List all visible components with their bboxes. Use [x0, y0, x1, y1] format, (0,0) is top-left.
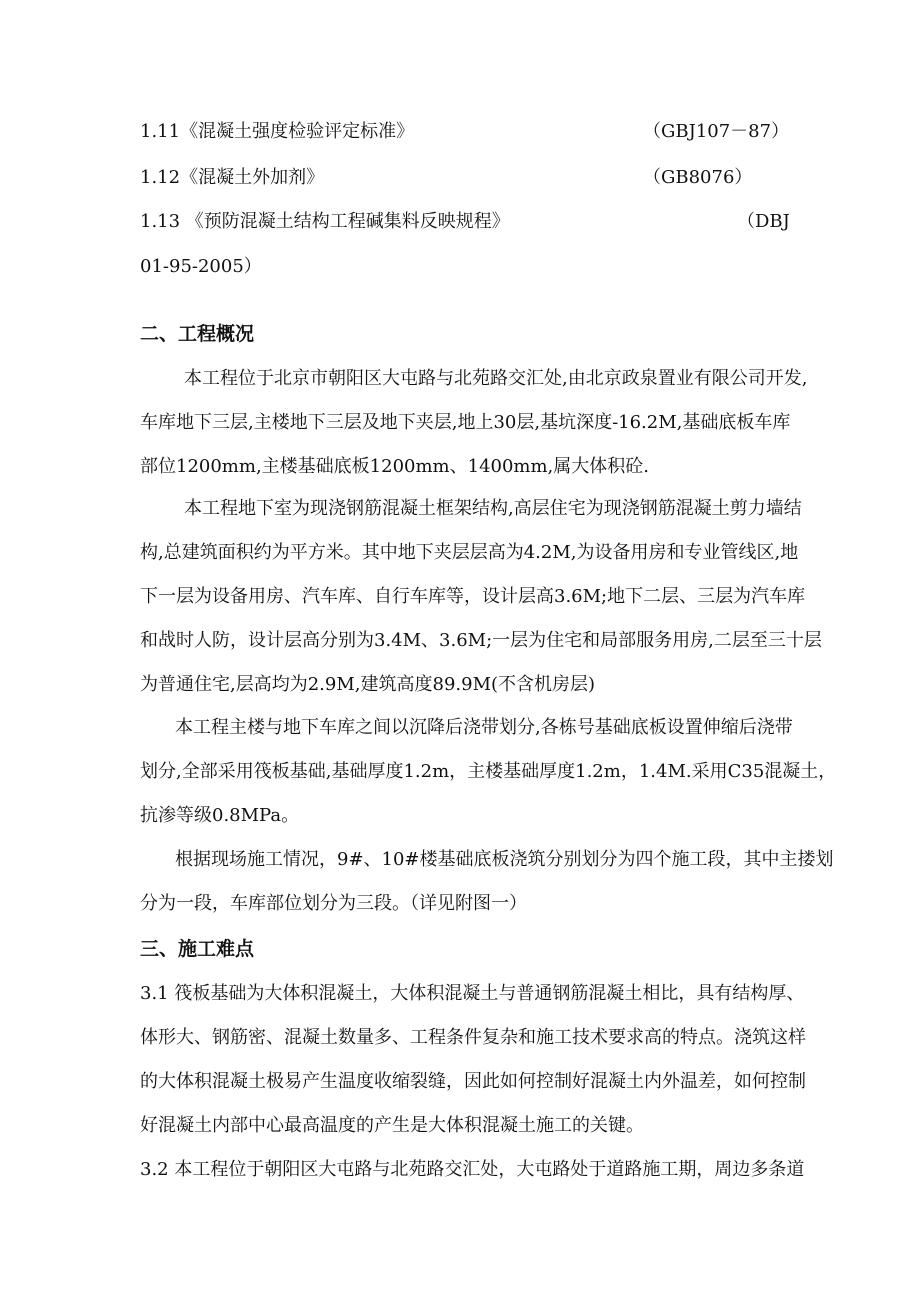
paragraph-line: 的大体积混凝土极易产生温度收缩裂缝，因此如何控制好混凝土内外温差，如何控制	[140, 1071, 806, 1092]
paragraph-line: 抗渗等级0.8MPa。	[140, 805, 300, 826]
reference-code: （DBJ	[737, 211, 790, 232]
reference-item	[140, 210, 790, 234]
reference-title: 1.12《混凝土外加剂》	[140, 167, 325, 188]
reference-title: 1.13 《预防混凝土结构工程碱集料反映规程》	[140, 211, 510, 232]
paragraph-line: 下一层为设备用房、汽车库、自行车库等，设计层高3.6M;地下二层、三层为汽车库	[140, 586, 806, 607]
paragraph-line: 部位1200mm,主楼基础底板1200mm、1400mm,属大体积砼.	[140, 456, 649, 477]
paragraph-line: 本工程主楼与地下车库之间以沉降后浇带划分,各栋号基础底板设置伸缩后浇带	[175, 717, 793, 738]
paragraph-line: 体形大、钢筋密、混凝土数量多、工程条件复杂和施工技术要求高的特点。浇筑这样	[140, 1027, 806, 1048]
paragraph-line: 为普通住宅,层高均为2.9M,建筑高度89.9M(不含机房层)	[140, 674, 596, 695]
paragraph-line: 分为一段，车库部位划分为三段。（详见附图一）	[140, 893, 527, 914]
paragraph-line: 根据现场施工情况，9#、10#楼基础底板浇筑分别划分为四个施工段，其中主搂划	[175, 849, 834, 870]
paragraph-line: 构,总建筑面积约为平方米。其中地下夹层层高为4.2M,为设备用房和专业管线区,地	[140, 542, 799, 563]
paragraph-line: 好混凝土内部中心最高温度的产生是大体积混凝土施工的关键。	[140, 1115, 644, 1136]
paragraph-line: 3.2 本工程位于朝阳区大屯路与北苑路交汇处，大屯路处于道路施工期，周边多条道	[140, 1159, 805, 1180]
paragraph-line: 和战时人防，设计层高分别为3.4M、3.6M;一层为住宅和局部服务用房,二层至三十层	[140, 630, 822, 651]
section-heading: 二、工程概况	[140, 323, 255, 345]
paragraph-line: 车库地下三层,主楼地下三层及地下夹层,地上30层,基坑深度-16.2M,基础底板车库	[140, 412, 791, 433]
reference-title: 1.11《混凝土强度检验评定标准》	[140, 121, 415, 142]
paragraph-line: 3.1 筏板基础为大体积混凝土，大体积混凝土与普通钢筋混凝土相比，具有结构厚、	[140, 983, 805, 1004]
reference-continuation: 01-95-2005）	[140, 256, 262, 277]
reference-code: （GBJ107－87）	[643, 121, 790, 142]
reference-code: （GB8076）	[643, 167, 753, 188]
paragraph-line: 本工程地下室为现浇钢筋混凝土框架结构,高层住宅为现浇钢筋混凝土剪力墙结	[184, 498, 802, 519]
paragraph-line: 划分,全部采用筏板基础,基础厚度1.2m，主楼基础厚度1.2m，1.4M.采用C35混凝土，	[140, 761, 837, 782]
paragraph-line: 本工程位于北京市朝阳区大屯路与北苑路交汇处,由北京政泉置业有限公司开发,	[184, 368, 808, 389]
section-heading: 三、施工难点	[140, 938, 255, 960]
